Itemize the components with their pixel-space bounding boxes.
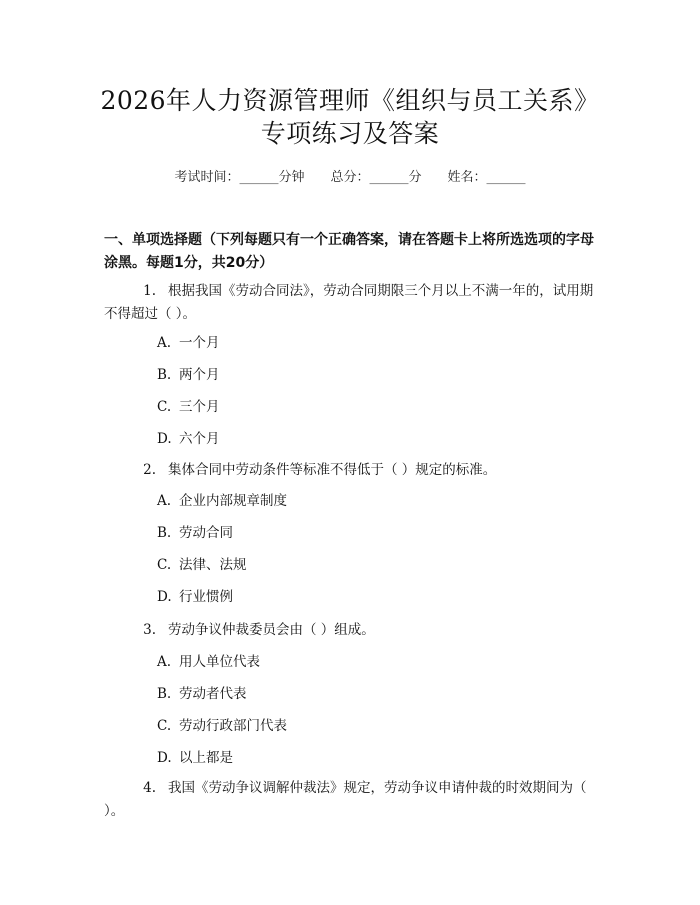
question-number: 4. bbox=[143, 780, 156, 796]
option-2d bbox=[157, 587, 233, 607]
option-text: 三个月 bbox=[179, 399, 220, 415]
option-letter: A. bbox=[157, 493, 172, 509]
option-1a bbox=[157, 333, 220, 353]
option-letter: A. bbox=[157, 335, 172, 351]
option-2b bbox=[157, 523, 233, 543]
question-text: 我国《劳动争议调解仲裁法》规定，劳动争议申请仲裁的时效期间为（ ）。 bbox=[104, 780, 587, 819]
exam-time-field: 考试时间：______分钟 bbox=[174, 170, 305, 185]
option-letter: B. bbox=[157, 525, 172, 541]
option-1c bbox=[157, 397, 220, 417]
question-text: 集体合同中劳动条件等标准不得低于（ ）规定的标准。 bbox=[168, 462, 497, 478]
document-title-line-1: 2026年人力资源管理师《组织与员工关系》 bbox=[100, 86, 600, 115]
exam-meta-line bbox=[0, 168, 700, 188]
option-2a bbox=[157, 491, 287, 511]
option-letter: D. bbox=[157, 431, 172, 447]
option-letter: B. bbox=[157, 686, 172, 702]
option-2c bbox=[157, 555, 247, 575]
question-2 bbox=[104, 459, 602, 482]
question-number: 3. bbox=[143, 622, 156, 638]
question-number: 2. bbox=[143, 462, 156, 478]
question-number: 1. bbox=[143, 283, 156, 299]
option-letter: D. bbox=[157, 750, 172, 766]
question-1 bbox=[104, 280, 602, 326]
option-text: 以上都是 bbox=[179, 750, 233, 766]
option-1d bbox=[157, 429, 220, 449]
section-heading: 一、单项选择题（下列每题只有一个正确答案，请在答题卡上将所选选项的字母涂黑。每题1分，共20分） bbox=[104, 232, 594, 271]
option-letter: D. bbox=[157, 589, 172, 605]
question-3 bbox=[104, 619, 602, 642]
option-3b bbox=[157, 684, 247, 704]
option-letter: A. bbox=[157, 654, 172, 670]
option-1b bbox=[157, 365, 220, 385]
document-title-line-2: 专项练习及答案 bbox=[260, 119, 440, 148]
question-4 bbox=[104, 777, 602, 823]
option-letter: C. bbox=[157, 399, 172, 415]
option-text: 劳动合同 bbox=[179, 525, 233, 541]
option-text: 行业惯例 bbox=[179, 589, 233, 605]
option-letter: C. bbox=[157, 718, 172, 734]
option-text: 一个月 bbox=[179, 335, 220, 351]
option-text: 劳动者代表 bbox=[179, 686, 247, 702]
option-3a bbox=[157, 652, 260, 672]
option-3d bbox=[157, 748, 233, 768]
option-3c bbox=[157, 716, 287, 736]
question-text: 劳动争议仲裁委员会由（ ）组成。 bbox=[168, 622, 375, 638]
option-text: 用人单位代表 bbox=[179, 654, 260, 670]
option-letter: C. bbox=[157, 557, 172, 573]
option-text: 企业内部规章制度 bbox=[179, 493, 287, 509]
option-letter: B. bbox=[157, 367, 172, 383]
option-text: 六个月 bbox=[179, 431, 220, 447]
option-text: 法律、法规 bbox=[179, 557, 247, 573]
question-text: 根据我国《劳动合同法》，劳动合同期限三个月以上不满一年的，试用期不得超过（ ）。 bbox=[104, 283, 594, 322]
option-text: 劳动行政部门代表 bbox=[179, 718, 287, 734]
total-score-field: 总分：______分 bbox=[330, 170, 422, 185]
name-field: 姓名：______ bbox=[447, 170, 526, 185]
option-text: 两个月 bbox=[179, 367, 220, 383]
